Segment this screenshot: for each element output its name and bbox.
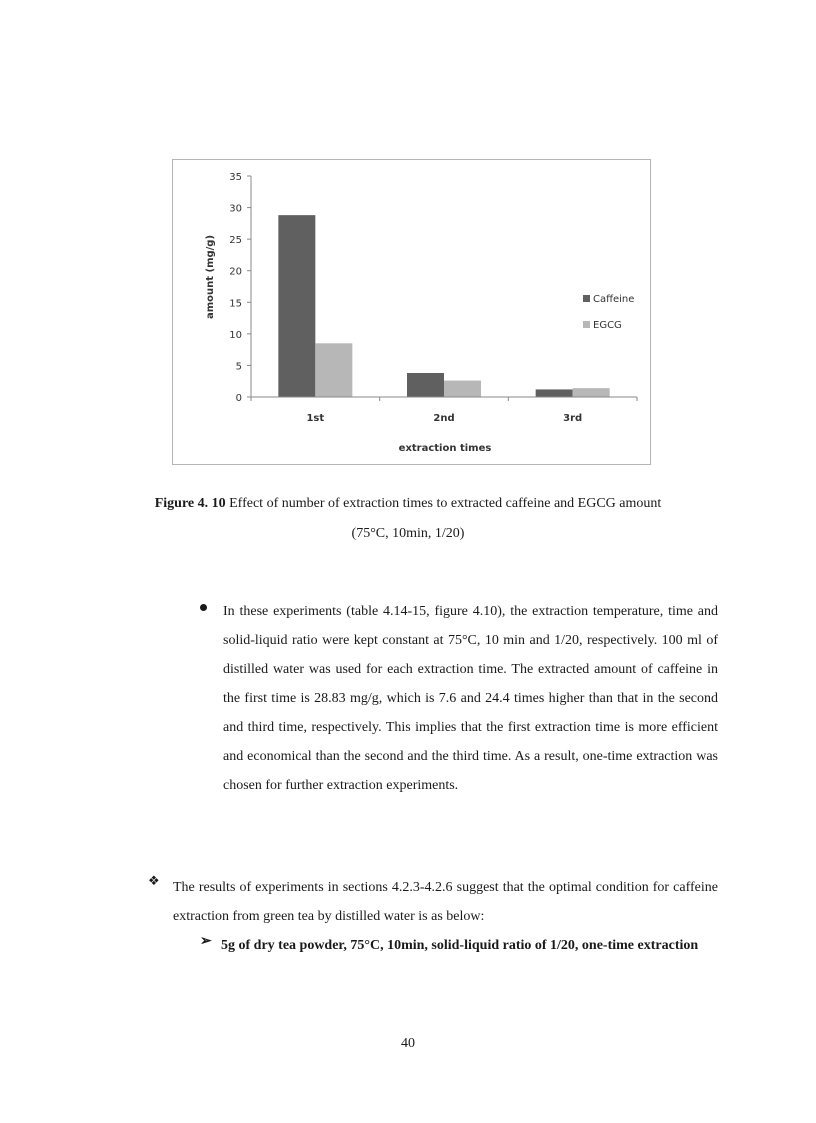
y-tick-label: 5: [235, 361, 242, 373]
bar-series: [278, 215, 609, 397]
legend-swatch: [583, 321, 590, 328]
y-tick-label: 10: [229, 329, 242, 341]
legend-swatch: [583, 295, 590, 302]
y-tick-label: 35: [229, 172, 242, 183]
optimal-condition: 5g of dry tea powder, 75°C, 10min, solid-liquid ratio of 1/20, one-time extraction: [221, 938, 699, 953]
y-tick-label: 20: [229, 266, 242, 278]
y-axis: [229, 172, 251, 404]
summary-paragraph: The results of experiments in sections 4.2.3-4.2.6 suggest that the optimal condition for caffeine extraction from green tea by distilled water is as below:: [173, 880, 718, 924]
figure-conditions: (75°C, 10min, 1/20): [351, 526, 465, 541]
bar-egcg-2nd: [444, 381, 481, 397]
x-axis-label: extraction times: [398, 443, 492, 454]
bar-caffeine-3rd: [536, 389, 573, 397]
figure-caption: [60, 496, 756, 512]
bar-chart: [173, 160, 652, 466]
figure-chart: [172, 159, 651, 465]
x-tick-label: 2nd: [433, 413, 455, 424]
experiment-paragraph: In these experiments (table 4.14-15, figure 4.10), the extraction temperature, time and solid-liquid ratio were kept constant at 75°C, 10 min and 1/20, respectively. 100 ml of distilled water was used for each extraction time. The extracted amount of caffeine in the first time is 28.83 mg/g, which is 7.6 and 24.4 times higher than that in the second and third time, respectively. This implies that the first extraction time is more efficient and economical than the second and the third time. As a result, one-time extraction was chosen for further extraction experiments.: [223, 604, 718, 793]
bar-caffeine-2nd: [407, 373, 444, 397]
chart-legend: [583, 294, 634, 331]
bar-caffeine-1st: [278, 215, 315, 397]
four-diamond-bullet-icon: ❖: [148, 873, 160, 888]
bar-egcg-3rd: [573, 388, 610, 397]
y-tick-label: 25: [229, 235, 242, 247]
y-axis-label: amount (mg/g): [205, 234, 216, 320]
y-tick-label: 0: [235, 393, 242, 404]
x-tick-label: 1st: [306, 413, 325, 424]
legend-label: EGCG: [593, 320, 622, 331]
y-tick-label: 15: [229, 298, 242, 310]
legend-label: Caffeine: [593, 294, 635, 305]
page-number: 40: [401, 1036, 415, 1051]
y-tick-label: 30: [229, 203, 242, 215]
bar-egcg-1st: [315, 343, 352, 397]
arrow-bullet-icon: ➢: [200, 934, 212, 949]
x-tick-label: 3rd: [563, 413, 583, 424]
bullet-icon: [200, 604, 207, 611]
x-axis: [251, 397, 637, 424]
figure-label: Figure 4. 10: [154, 496, 226, 511]
figure-caption-text: Effect of number of extraction times to extracted caffeine and EGCG amount: [229, 496, 662, 511]
